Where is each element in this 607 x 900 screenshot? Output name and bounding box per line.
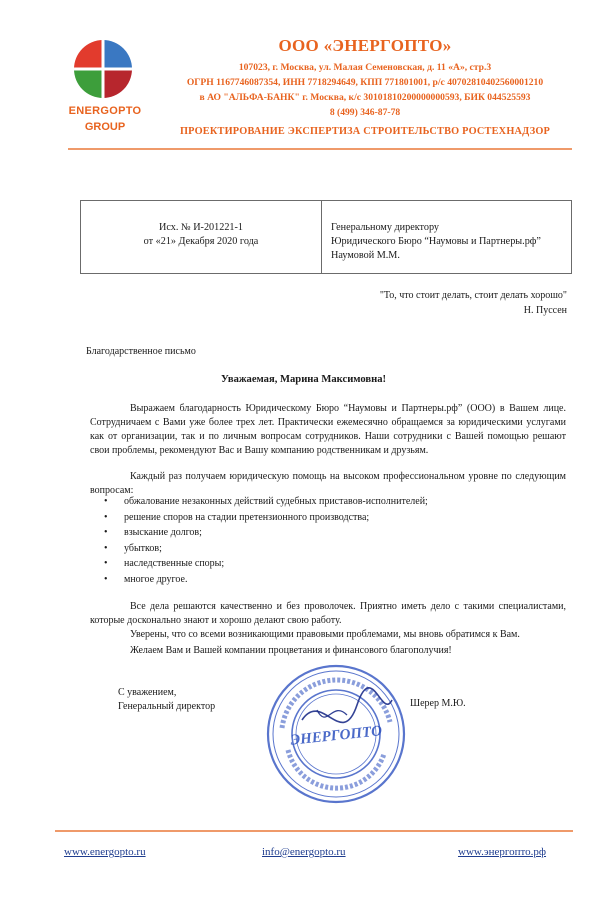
- list-item: • решение споров на стадии претензионного производства;: [124, 510, 428, 526]
- company-stamp: [262, 660, 410, 808]
- footer-divider: [55, 830, 573, 832]
- company-bank: в АО "АЛЬФА-БАНК" г. Москва, к/с 30101810200000000593, БИК 044525593: [199, 92, 531, 103]
- paragraph-confidence: Уверены, что со всеми возникающими правовыми проблемами, мы вновь обратимся к Вам.: [130, 629, 520, 640]
- salutation: Уважаемая, Марина Максимовна!: [220, 374, 387, 385]
- signer-title: Генеральный директор: [118, 701, 216, 712]
- brand-name: ENERGOPTO: [68, 105, 142, 117]
- bullet-icon: •: [104, 511, 108, 523]
- company-phone: 8 (499) 346-87-78: [329, 107, 401, 118]
- list-item: • многое другое.: [124, 572, 428, 588]
- paragraph-wishes: Желаем Вам и Вашей компании процветания и финансового благополучия!: [130, 645, 452, 656]
- recipient-name: Наумовой М.М.: [331, 250, 400, 261]
- email-link[interactable]: info@energopto.ru: [262, 846, 346, 858]
- reference-outgoing: [81, 221, 321, 249]
- bullet-icon: •: [104, 558, 108, 569]
- signer-name: Шерер М.Ю.: [410, 698, 466, 709]
- bullet-icon: •: [104, 496, 108, 507]
- website-rf-link[interactable]: www.энергопто.рф: [458, 846, 547, 858]
- services-list: [90, 494, 428, 587]
- stamp-text: ЭНЕРГОПТО: [289, 723, 383, 749]
- company-logo: [72, 38, 134, 100]
- list-item: • наследственные споры;: [124, 556, 428, 572]
- recipient-organization: Юридического Бюро “Наумовы и Партнеры.рф”: [331, 236, 541, 247]
- epigraph: [380, 288, 567, 318]
- reference-recipient: [331, 221, 566, 263]
- list-item: • взыскание долгов;: [124, 525, 428, 541]
- reference-divider: [321, 201, 322, 273]
- paragraph-quality: Все дела решаются качественно и без проволочек. Приятно иметь дело с такими специалистами, которые досконально знают и хорошо делают свою работу.: [90, 601, 566, 626]
- epigraph-text: "То, что стоит делать, стоит делать хорошо": [379, 290, 567, 301]
- epigraph-author: Н. Пуссен: [523, 305, 567, 316]
- reference-number: Исх. № И-201221-1: [159, 222, 243, 233]
- recipient-position: Генеральному директору: [331, 222, 440, 233]
- website-link[interactable]: www.energopto.ru: [64, 846, 146, 858]
- reference-date: от «21» Декабря 2020 года: [143, 236, 259, 247]
- header-divider: [68, 148, 572, 150]
- company-address: 107023, г. Москва, ул. Малая Семеновская, д. 11 «А», стр.3: [238, 62, 492, 73]
- signature-block: [118, 686, 215, 714]
- document-type: Благодарственное письмо: [86, 346, 196, 357]
- paragraph-gratitude: Выражаем благодарность Юридическому Бюро “Наумовы и Партнеры.рф” (ООО) в Вашем лице. Сотрудничаем с Вами уже более трех лет. Практически ежемесячно обращаемся за юридическими услугами как от организации, так и по личным вопросам сотрудников. Наши сотрудники с Вашей помощью решают свои проблемы, рекомендуют Вас и Вашу компанию родственникам и друзьям.: [90, 403, 566, 456]
- list-item: • убытков;: [124, 541, 428, 557]
- paragraph-services-intro: Каждый раз получаем юридическую помощь на высоком профессиональном уровне по следующим вопросам:: [90, 471, 566, 496]
- reference-box: [80, 200, 572, 274]
- company-name: ООО «ЭНЕРГОПТО»: [278, 36, 452, 55]
- company-registration: ОГРН 1167746087354, ИНН 7718294649, КПП 771801001, р/с 40702810402560001210: [186, 77, 544, 88]
- company-tagline: ПРОЕКТИРОВАНИЕ ЭКСПЕРТИЗА СТРОИТЕЛЬСТВО РОСТЕХНАДЗОР: [179, 126, 551, 137]
- bullet-icon: •: [104, 542, 108, 554]
- bullet-icon: •: [104, 527, 108, 538]
- brand-group: GROUP: [84, 121, 126, 133]
- list-item: • обжалование незаконных действий судебных приставов-исполнителей;: [124, 494, 428, 510]
- bullet-icon: •: [104, 573, 108, 585]
- closing: С уважением,: [118, 687, 177, 698]
